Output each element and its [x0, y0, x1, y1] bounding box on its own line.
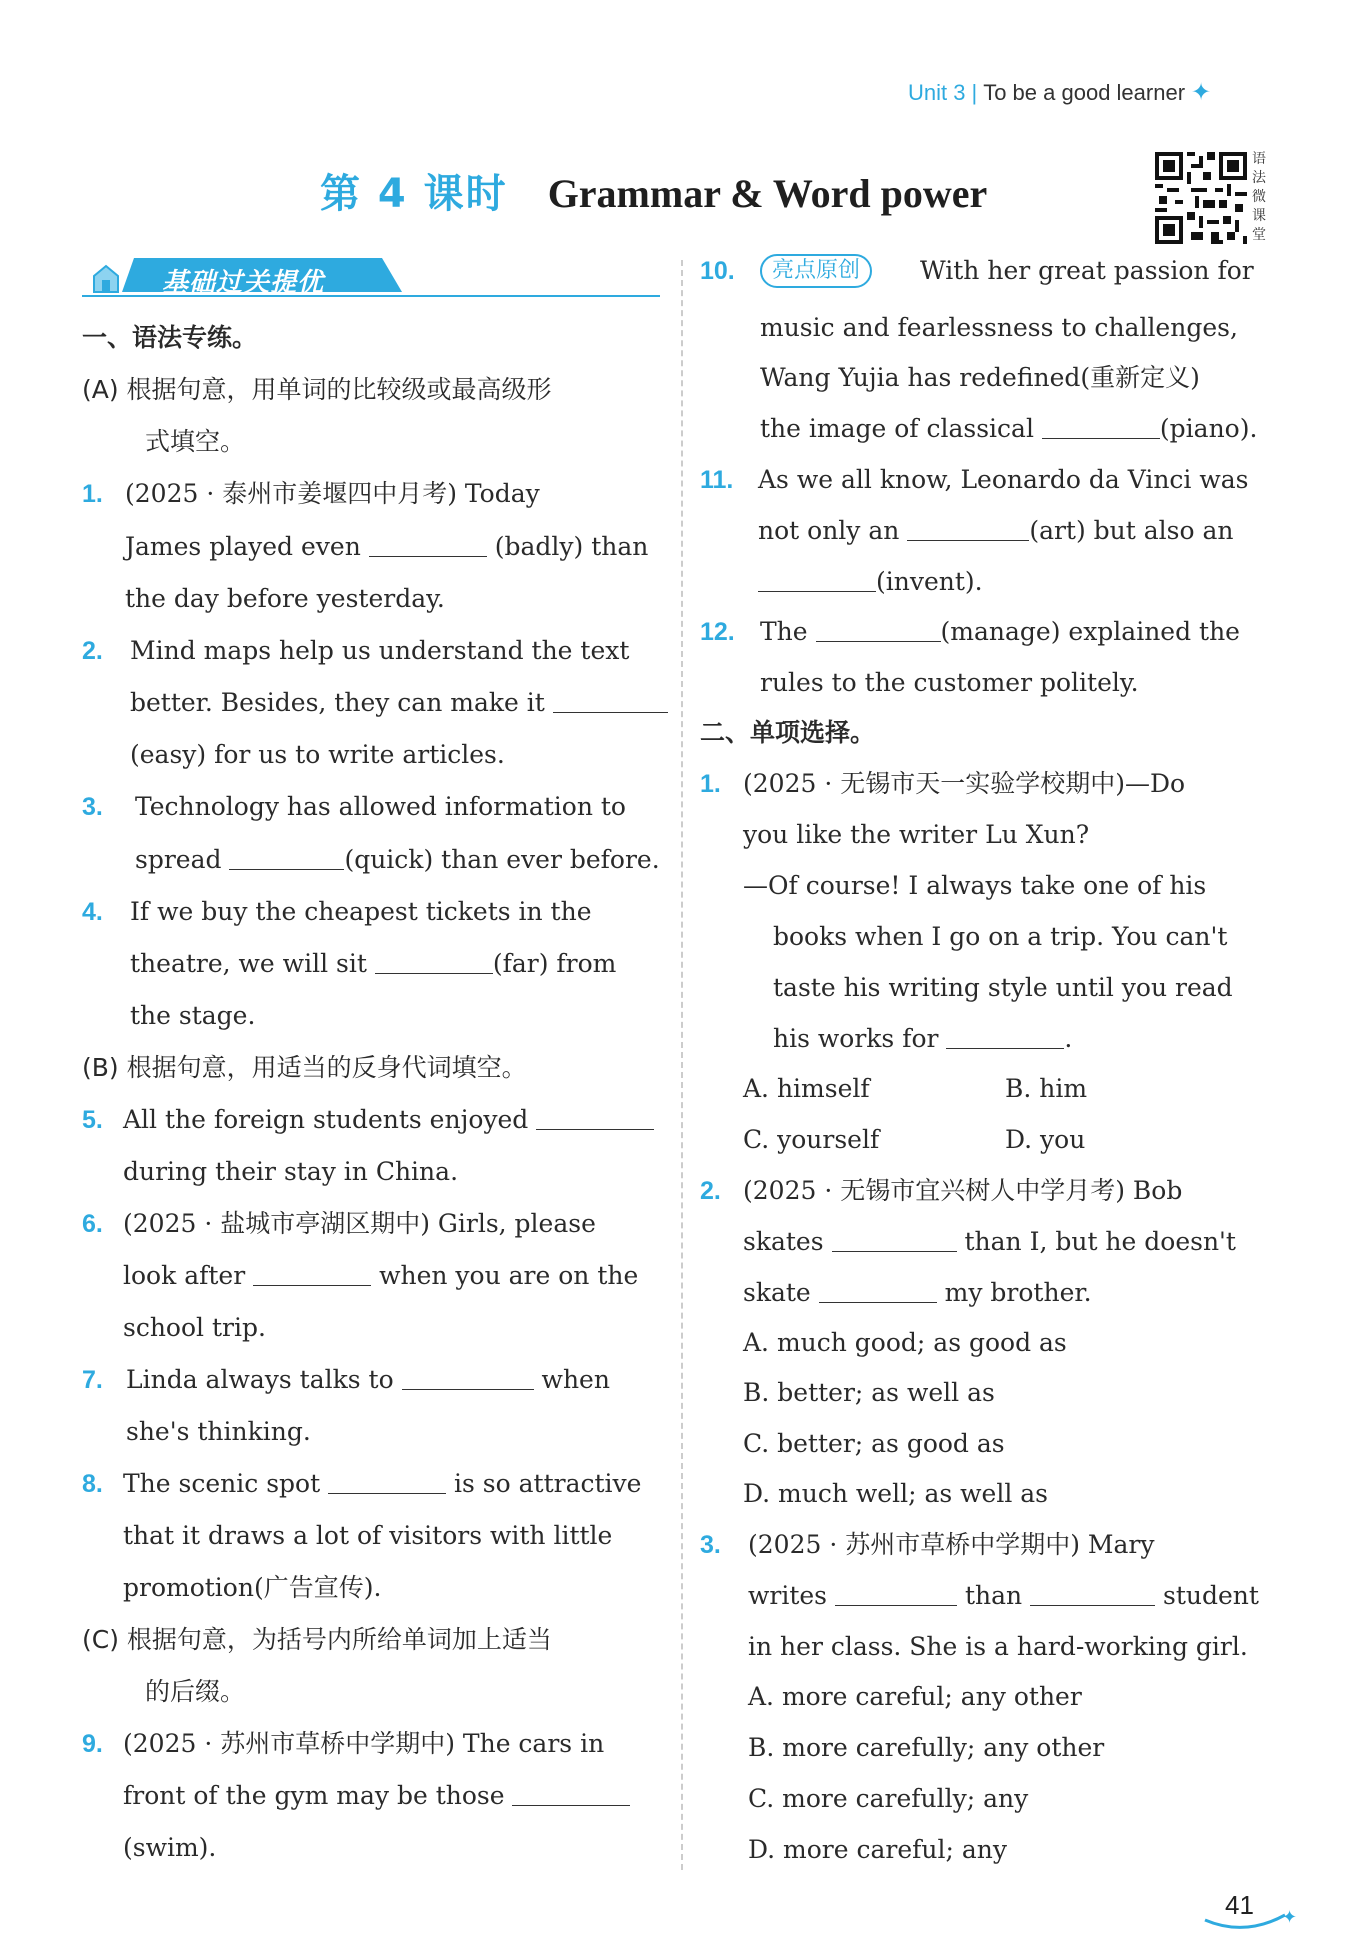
mc1-line5: taste his writing style until you read — [773, 973, 1233, 1002]
q6-blank[interactable] — [253, 1259, 371, 1286]
q9-blank[interactable] — [512, 1779, 630, 1806]
partC-instruction-line1: (C) 根据句意，为括号内所给单词加上适当 — [82, 1625, 552, 1654]
q11-number: 11. — [700, 466, 734, 494]
q11-blank-1[interactable] — [907, 514, 1029, 541]
lesson-title: Grammar & Word power — [547, 171, 988, 216]
mc2-option-b[interactable]: B. better; as well as — [743, 1378, 995, 1407]
q10-line2: music and fearlessness to challenges, — [760, 313, 1238, 342]
mc3-number: 3. — [700, 1531, 721, 1559]
partA-instruction-line1: (A) 根据句意，用单词的比较级或最高级形 — [82, 375, 552, 404]
q1-number: 1. — [82, 480, 103, 508]
q12-line2: rules to the customer politely. — [760, 668, 1139, 697]
mc1-blank[interactable] — [946, 1022, 1064, 1049]
q1-blank[interactable] — [369, 530, 487, 557]
sparkle-icon: ✦ — [1191, 79, 1212, 106]
mc3-line2: writes than student — [748, 1581, 1259, 1610]
unit-label: Unit 3 — [908, 80, 966, 105]
q9-number: 9. — [82, 1730, 103, 1758]
q1-line1: (2025 · 泰州市姜堰四中月考) Today — [125, 479, 540, 508]
section2-heading: 二、单项选择。 — [700, 718, 876, 747]
mc1-line1: (2025 · 无锡市天一实验学校期中)—Do — [743, 769, 1186, 798]
q4-blank[interactable] — [375, 947, 493, 974]
q3-line1: Technology has allowed information to — [135, 792, 626, 821]
q1-line3: the day before yesterday. — [125, 584, 445, 613]
q12-blank[interactable] — [816, 615, 941, 642]
q8-number: 8. — [82, 1470, 103, 1498]
qr-code-icon[interactable] — [1155, 152, 1247, 244]
q11-line2: not only an (art) but also an — [758, 516, 1234, 545]
mc2-blank-2[interactable] — [819, 1276, 937, 1303]
mc1-option-d[interactable]: D. you — [1005, 1125, 1086, 1154]
mc3-line3: in her class. She is a hard-working girl. — [748, 1632, 1248, 1661]
q2-number: 2. — [82, 637, 103, 665]
q10-line4: the image of classical (piano). — [760, 414, 1258, 443]
q3-blank[interactable] — [229, 843, 344, 870]
banner-title: 基础过关提优 — [162, 268, 325, 298]
mc2-line2: skates than I, but he doesn't — [743, 1227, 1236, 1256]
partC-instruction-line2: 的后缀。 — [145, 1677, 246, 1706]
mc1-option-c[interactable]: C. yourself — [743, 1125, 880, 1154]
q2-line2: better. Besides, they can make it — [130, 686, 668, 720]
partA-instruction-line2: 式填空。 — [145, 427, 246, 456]
mc3-blank-2[interactable] — [1030, 1579, 1155, 1606]
mc2-option-d[interactable]: D. much well; as well as — [743, 1479, 1049, 1508]
mc3-option-c[interactable]: C. more carefully; any — [748, 1784, 1029, 1813]
mc1-line6: his works for . — [773, 1024, 1073, 1053]
q7-line1: Linda always talks to when — [126, 1365, 610, 1394]
mc1-option-a[interactable]: A. himself — [743, 1074, 870, 1103]
q9-line1: (2025 · 苏州市草桥中学期中) The cars in — [123, 1729, 605, 1758]
mc2-line1: (2025 · 无锡市宜兴树人中学月考) Bob — [743, 1176, 1183, 1205]
highlight-tag: 亮点原创 — [760, 254, 872, 288]
q6-line2: look after when you are on the — [123, 1261, 639, 1290]
q1-line2: James played even (badly) than — [125, 532, 649, 561]
mc3-option-d[interactable]: D. more careful; any — [748, 1835, 1007, 1864]
q5-blank[interactable] — [536, 1103, 654, 1130]
mc2-option-a[interactable]: A. much good; as good as — [743, 1328, 1067, 1357]
page-title — [320, 162, 987, 219]
section1-heading: 一、语法专练。 — [82, 323, 258, 352]
q11-line3: (invent). — [758, 565, 983, 599]
q10-blank[interactable] — [1042, 412, 1160, 439]
mc1-line2: you like the writer Lu Xun? — [743, 820, 1090, 849]
q10-number: 10. — [700, 257, 735, 285]
q5-number: 5. — [82, 1106, 103, 1134]
q4-number: 4. — [82, 898, 103, 926]
q6-number: 6. — [82, 1210, 103, 1238]
qr-caption: 语法微课堂 — [1252, 151, 1266, 243]
q2-blank[interactable] — [553, 686, 668, 713]
q9-line3: (swim). — [123, 1833, 217, 1862]
mc1-number: 1. — [700, 770, 721, 798]
column-divider — [681, 260, 683, 1870]
q4-line1: If we buy the cheapest tickets in the — [130, 897, 592, 926]
svg-text:✦: ✦ — [1282, 1907, 1298, 1928]
q9-line2: front of the gym may be those — [123, 1779, 630, 1813]
q12-number: 12. — [700, 618, 735, 646]
q4-line2: theatre, we will sit (far) from — [130, 949, 617, 978]
q10-line3: Wang Yujia has redefined(重新定义) — [760, 363, 1200, 392]
mc1-line3: —Of course! I always take one of his — [743, 871, 1207, 900]
q12-line1: The (manage) explained the — [760, 617, 1240, 646]
q7-number: 7. — [82, 1366, 103, 1394]
mc2-line3: skate my brother. — [743, 1278, 1092, 1307]
mc3-line1: (2025 · 苏州市草桥中学期中) Mary — [748, 1530, 1155, 1559]
q8-line1: The scenic spot is so attractive — [123, 1469, 642, 1498]
unit-header: Unit 3 | To be a good learner ✦ — [908, 79, 1212, 106]
mc2-blank-1[interactable] — [832, 1225, 957, 1252]
q5-line1: All the foreign students enjoyed — [123, 1103, 654, 1137]
q8-blank[interactable] — [328, 1467, 446, 1494]
unit-title: To be a good learner — [983, 80, 1186, 105]
mc2-number: 2. — [700, 1177, 721, 1205]
mc1-option-b[interactable]: B. him — [1005, 1074, 1088, 1103]
partB-instruction: (B) 根据句意，用适当的反身代词填空。 — [82, 1053, 527, 1082]
mc3-blank-1[interactable] — [835, 1579, 957, 1606]
q8-line2: that it draws a lot of visitors with little — [123, 1521, 613, 1550]
q4-line3: the stage. — [130, 1001, 256, 1030]
mc2-option-c[interactable]: C. better; as good as — [743, 1429, 1005, 1458]
q2-line1: Mind maps help us understand the text — [130, 636, 630, 665]
q3-number: 3. — [82, 793, 103, 821]
mc1-line4: books when I go on a trip. You can't — [773, 922, 1228, 951]
q8-line3: promotion(广告宣传). — [123, 1573, 382, 1602]
q6-line3: school trip. — [123, 1313, 266, 1342]
q7-line2: she's thinking. — [126, 1417, 311, 1446]
q5-line2: during their stay in China. — [123, 1157, 459, 1186]
q11-blank-2[interactable] — [758, 565, 876, 592]
q11-line1: As we all know, Leonardo da Vinci was — [758, 465, 1249, 494]
q6-line1: (2025 · 盐城市亭湖区期中) Girls, please — [123, 1209, 596, 1238]
mc3-option-a[interactable]: A. more careful; any other — [748, 1682, 1082, 1711]
q3-line2: spread (quick) than ever before. — [135, 845, 660, 874]
q7-blank[interactable] — [402, 1363, 534, 1390]
q2-line3: (easy) for us to write articles. — [130, 740, 505, 769]
mc3-option-b[interactable]: B. more carefully; any other — [748, 1733, 1105, 1762]
page-number: 41 — [1225, 1890, 1254, 1920]
q10-line1: With her great passion for — [920, 256, 1254, 285]
lesson-label: 第 4 课时 — [320, 171, 508, 217]
